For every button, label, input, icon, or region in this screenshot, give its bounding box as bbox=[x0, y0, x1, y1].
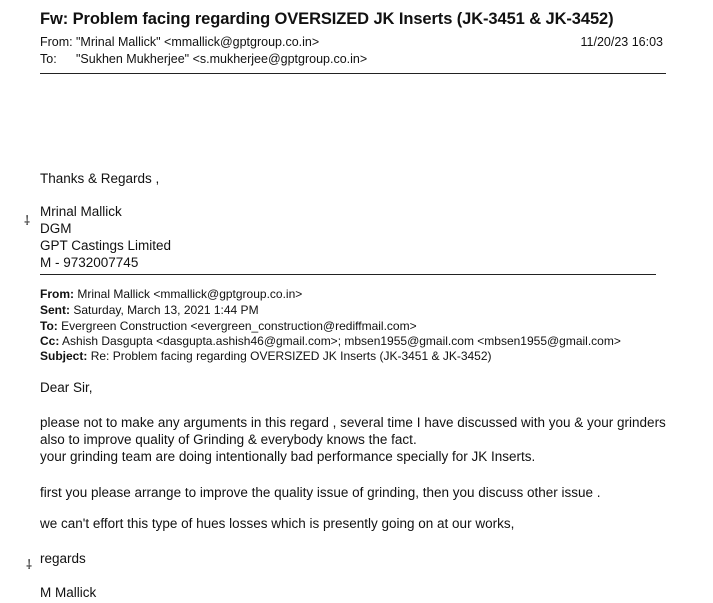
signature-title: DGM bbox=[40, 221, 72, 236]
body-paragraph-1-line-3: your grinding team are doing intentionally bad performance specially for JK Inserts. bbox=[40, 449, 536, 464]
body-paragraph-3: we can't effort this type of hues losses which is presently going on at our works, bbox=[40, 516, 515, 531]
quoted-cc-label: Cc: bbox=[40, 334, 60, 348]
quoted-subject-label: Subject: bbox=[40, 349, 88, 363]
quoted-from bbox=[40, 287, 302, 301]
quoted-from-value: Mrinal Mallick <mmallick@gptgroup.co.in> bbox=[77, 287, 303, 301]
margin-mark: ⸸ bbox=[24, 214, 31, 229]
from-label: From: bbox=[40, 35, 73, 49]
from-value: "Mrinal Mallick" <mmallick@gptgroup.co.in> bbox=[76, 35, 320, 49]
quote-divider bbox=[40, 274, 656, 275]
quoted-cc bbox=[40, 334, 621, 348]
quoted-subject-value: Re: Problem facing regarding OVERSIZED JK Inserts (JK-3451 & JK-3452) bbox=[90, 349, 492, 363]
email-date: 11/20/23 16:03 bbox=[580, 35, 663, 49]
email-subject: Fw: Problem facing regarding OVERSIZED JK Inserts (JK-3451 & JK-3452) bbox=[40, 10, 614, 28]
body-sender: M Mallick bbox=[40, 585, 97, 600]
quoted-to-value: Evergreen Construction <evergreen_construction@rediffmail.com> bbox=[61, 319, 417, 333]
quoted-sent-value: Saturday, March 13, 2021 1:44 PM bbox=[73, 303, 259, 317]
quoted-from-label: From: bbox=[40, 287, 74, 301]
to-label: To: bbox=[40, 52, 57, 66]
signature-company: GPT Castings Limited bbox=[40, 238, 172, 253]
signature-name: Mrinal Mallick bbox=[40, 204, 122, 219]
margin-mark-2: ⸸ bbox=[26, 558, 33, 573]
quoted-sent bbox=[40, 303, 259, 317]
body-paragraph-2: first you please arrange to improve the quality issue of grinding, then you discuss other issue . bbox=[40, 485, 601, 500]
signature-phone: M - 9732007745 bbox=[40, 255, 139, 270]
header-divider bbox=[40, 73, 666, 74]
quoted-to bbox=[40, 319, 417, 333]
body-paragraph-1-line-2: also to improve quality of Grinding & everybody knows the fact. bbox=[40, 432, 417, 447]
body-paragraph-1-line-1: please not to make any arguments in this regard , several time I have discussed with you & your grinders bbox=[40, 415, 666, 430]
to-value: "Sukhen Mukherjee" <s.mukherjee@gptgroup.co.in> bbox=[76, 52, 368, 66]
quoted-to-label: To: bbox=[40, 319, 58, 333]
body-closing: regards bbox=[40, 551, 86, 566]
quoted-cc-value: Ashish Dasgupta <dasgupta.ashish46@gmail.com>; mbsen1955@gmail.com <mbsen1955@gmail.com> bbox=[62, 334, 621, 348]
quoted-sent-label: Sent: bbox=[40, 303, 70, 317]
body-greeting: Dear Sir, bbox=[40, 380, 93, 395]
quoted-subject bbox=[40, 349, 492, 363]
signature-closing: Thanks & Regards , bbox=[40, 171, 160, 186]
